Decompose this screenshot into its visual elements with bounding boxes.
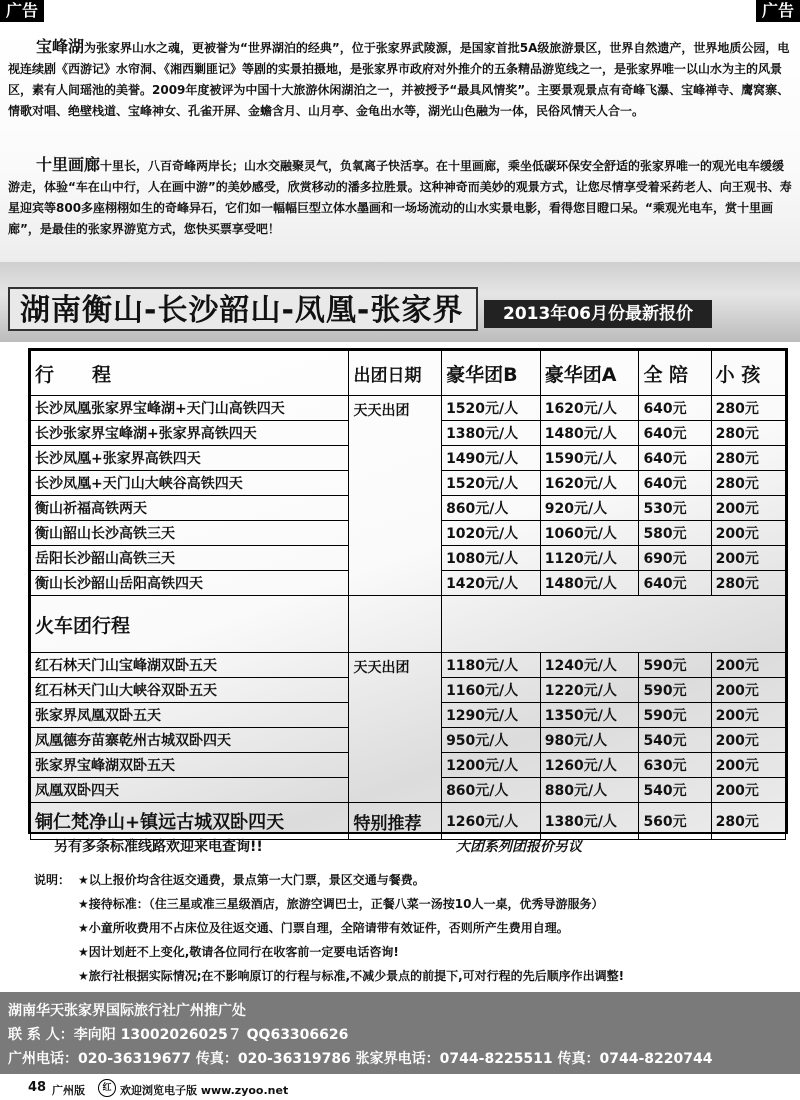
escort-price-cell: 630元 <box>639 753 711 778</box>
route-cell: 张家界宝峰湖双卧五天 <box>31 753 349 778</box>
child-price-cell: 280元 <box>711 471 785 496</box>
route-cell: 红石林天门山宝峰湖双卧五天 <box>31 653 349 678</box>
price-b-cell: 860元/人 <box>442 496 541 521</box>
ad-label-right: 广告 <box>756 0 800 22</box>
magazine-logo-icon: 红 <box>98 1079 116 1097</box>
child-price-cell: 200元 <box>711 496 785 521</box>
route-cell: 岳阳长沙韶山高铁三天 <box>31 546 349 571</box>
price-b-cell: 1180元/人 <box>442 653 541 678</box>
special-route-cell: 铜仁梵净山+镇远古城双卧四天 <box>31 803 349 840</box>
escort-price-cell: 640元 <box>639 571 711 596</box>
group-quote-note: 大团系列团报价另议 <box>456 839 582 855</box>
escort-price-cell: 640元 <box>639 421 711 446</box>
price-a-cell: 1260元/人 <box>540 753 639 778</box>
child-price-cell: 280元 <box>711 446 785 471</box>
escort-price-cell: 580元 <box>639 521 711 546</box>
child-price-cell: 200元 <box>711 753 785 778</box>
price-a-cell: 1350元/人 <box>540 703 639 728</box>
special-price-a-cell: 1380元/人 <box>540 803 639 840</box>
route-cell: 凤凰德夯苗寨乾州古城双卧四天 <box>31 728 349 753</box>
escort-price-cell: 640元 <box>639 471 711 496</box>
price-b-cell: 1520元/人 <box>442 396 541 421</box>
section-row <box>31 596 786 653</box>
escort-price-cell: 540元 <box>639 778 711 803</box>
note-item: ★旅行社根据实际情况;在不影响原订的行程与标准,不减少景点的前提下,可对行程的先后顺序作出调整! <box>78 969 625 983</box>
price-b-cell: 1380元/人 <box>442 421 541 446</box>
price-b-cell: 1020元/人 <box>442 521 541 546</box>
child-price-cell: 200元 <box>711 521 785 546</box>
price-date-badge: 2013年06月份最新报价 <box>484 300 712 328</box>
section-empty-cell <box>349 596 442 653</box>
escort-price-cell: 590元 <box>639 703 711 728</box>
table-header-row <box>31 351 786 396</box>
phone-numbers: 广州电话：020-36319677 传真：020-36319786 张家界电话：0744-8225511 传真：0744-8220744 <box>8 1051 713 1067</box>
price-b-cell: 1200元/人 <box>442 753 541 778</box>
header-child: 小 孩 <box>711 351 785 396</box>
escort-price-cell: 590元 <box>639 653 711 678</box>
header-escort: 全 陪 <box>639 351 711 396</box>
price-a-cell: 980元/人 <box>540 728 639 753</box>
section-empty-cell <box>442 596 786 653</box>
table-row <box>31 396 786 421</box>
price-table <box>30 350 786 840</box>
price-b-cell: 1080元/人 <box>442 546 541 571</box>
child-price-cell: 200元 <box>711 678 785 703</box>
table-row <box>31 653 786 678</box>
price-table-container <box>28 348 788 834</box>
intro-paragraph-baofeng <box>8 36 792 122</box>
price-b-cell: 860元/人 <box>442 778 541 803</box>
note-item: ★小童所收费用不占床位及往返交通、门票自理，全陪请带有效证件，否则所产生费用自理。 <box>78 921 569 935</box>
special-price-b-cell: 1260元/人 <box>442 803 541 840</box>
page-number: 48 <box>28 1080 47 1095</box>
price-a-cell: 1480元/人 <box>540 421 639 446</box>
child-price-cell: 200元 <box>711 778 785 803</box>
child-price-cell: 200元 <box>711 703 785 728</box>
route-cell: 衡山祈福高铁两天 <box>31 496 349 521</box>
note-item: ★因计划赶不上变化,敬请各位同行在收客前一定要电话咨询! <box>78 945 399 959</box>
ad-label-left: 广告 <box>0 0 44 22</box>
intro-body-baofeng: 为张家界山水之魂，更被誉为“世界湖泊的经典”，位于张家界武陵源，是国家首批5A级旅游景区，世界自然遗产，世界地质公园，电视连续剧《西游记》水帘洞、《湘西剿匪记》等剧的实景拍摄地，是张家界市政府对外推介的五条精品游览线之一，是张家界唯一以山水为主的风景区，素有人间瑶池的美誉。2009年度被评为中国十大旅游休闲湖泊之一，并被授予“最具风情奖”。主要景观景点有奇峰飞瀑、宝峰禅寺、鹰窝寨、情歌对唱、绝壁栈道、宝峰神女、孔雀开屏、金蟾含月、山月亭、金龟出水等，湖光山色融为一体，民俗风情天人合一。 <box>8 41 790 118</box>
notes-section <box>34 868 784 988</box>
special-escort-cell: 560元 <box>639 803 711 840</box>
child-price-cell: 280元 <box>711 571 785 596</box>
route-cell: 长沙张家界宝峰湖+张家界高铁四天 <box>31 421 349 446</box>
price-a-cell: 880元/人 <box>540 778 639 803</box>
notes-label: 说明： <box>34 873 71 887</box>
route-cell: 长沙凤凰张家界宝峰湖+天门山高铁四天 <box>31 396 349 421</box>
price-a-cell: 920元/人 <box>540 496 639 521</box>
route-cell: 红石林天门山大峡谷双卧五天 <box>31 678 349 703</box>
price-b-cell: 1420元/人 <box>442 571 541 596</box>
route-cell: 衡山韶山长沙高铁三天 <box>31 521 349 546</box>
departure-cell: 天天出团 <box>349 653 442 803</box>
child-price-cell: 200元 <box>711 653 785 678</box>
price-a-cell: 1480元/人 <box>540 571 639 596</box>
section-label: 火车团行程 <box>31 596 349 653</box>
notes-first-line <box>34 868 784 892</box>
intro-lead-baofeng: 宝峰湖 <box>36 37 85 56</box>
departure-cell: 天天出团 <box>349 396 442 596</box>
price-b-cell: 1160元/人 <box>442 678 541 703</box>
price-a-cell: 1590元/人 <box>540 446 639 471</box>
page-footer <box>0 1076 800 1100</box>
route-cell: 长沙凤凰+张家界高铁四天 <box>31 446 349 471</box>
intro-lead-shili: 十里画廊 <box>36 155 101 174</box>
intro-paragraph-shili <box>8 154 792 240</box>
header-route: 行 程 <box>31 351 349 396</box>
contact-footer <box>0 992 800 1074</box>
contact-person: 联 系 人：李向阳 13002026025７ QQ63306626 <box>8 1027 349 1043</box>
price-a-cell: 1620元/人 <box>540 396 639 421</box>
price-a-cell: 1220元/人 <box>540 678 639 703</box>
header-price-a: 豪华团A <box>540 351 639 396</box>
escort-price-cell: 540元 <box>639 728 711 753</box>
header-price-b: 豪华团B <box>442 351 541 396</box>
special-date-cell: 特别推荐 <box>349 803 442 840</box>
escort-price-cell: 530元 <box>639 496 711 521</box>
note-item: ★以上报价均含往返交通费，景点第一大门票，景区交通与餐费。 <box>78 873 425 887</box>
price-a-cell: 1120元/人 <box>540 546 639 571</box>
price-b-cell: 1520元/人 <box>442 471 541 496</box>
child-price-cell: 280元 <box>711 396 785 421</box>
price-a-cell: 1620元/人 <box>540 471 639 496</box>
price-b-cell: 1490元/人 <box>442 446 541 471</box>
edition-label: 广州版 <box>52 1084 85 1097</box>
child-price-cell: 200元 <box>711 546 785 571</box>
route-cell: 衡山长沙韶山岳阳高铁四天 <box>31 571 349 596</box>
website-link[interactable]: 欢迎浏览电子版 www.zyoo.net <box>120 1084 289 1097</box>
agency-name: 湖南华天张家界国际旅行社广州推广处 <box>8 1003 246 1019</box>
escort-price-cell: 640元 <box>639 446 711 471</box>
price-a-cell: 1240元/人 <box>540 653 639 678</box>
escort-price-cell: 590元 <box>639 678 711 703</box>
child-price-cell: 200元 <box>711 728 785 753</box>
header-date: 出团日期 <box>349 351 442 396</box>
price-b-cell: 1290元/人 <box>442 703 541 728</box>
escort-price-cell: 640元 <box>639 396 711 421</box>
price-b-cell: 950元/人 <box>442 728 541 753</box>
special-child-cell: 280元 <box>711 803 785 840</box>
route-cell: 长沙凤凰+天门山大峡谷高铁四天 <box>31 471 349 496</box>
special-row <box>31 803 786 840</box>
page-title: 湖南衡山-长沙韶山-凤凰-张家界 <box>8 287 478 331</box>
intro-body-shili: 十里长，八百奇峰两岸长；山水交融聚灵气，负氧离子快活享。在十里画廊，乘坐低碳环保安全舒适的张家界唯一的观光电车缓缓游走，体验“车在山中行，人在画中游”的美妙感受，欣赏移动的潘多拉胜景。这种神奇而美妙的观景方式，让您尽情享受着采药老人、向王观书、寿星迎宾等800多座栩栩如生的奇峰异石，它们如一幅幅巨型立体水墨画和一场场流动的山水实景电影，看得您目瞪口呆。“乘观光电车，赏十里画廊”，是最佳的张家界游览方式，您快买票享受吧！ <box>8 159 792 236</box>
escort-price-cell: 690元 <box>639 546 711 571</box>
price-a-cell: 1060元/人 <box>540 521 639 546</box>
route-cell: 凤凰双卧四天 <box>31 778 349 803</box>
child-price-cell: 280元 <box>711 421 785 446</box>
route-cell: 张家界凤凰双卧五天 <box>31 703 349 728</box>
more-routes-note: 另有多条标准线路欢迎来电查询!! <box>54 839 263 855</box>
note-item: ★接待标准：（住三星或准三星级酒店，旅游空调巴士，正餐八菜一汤按10人一桌，优秀导游服务） <box>78 897 604 911</box>
